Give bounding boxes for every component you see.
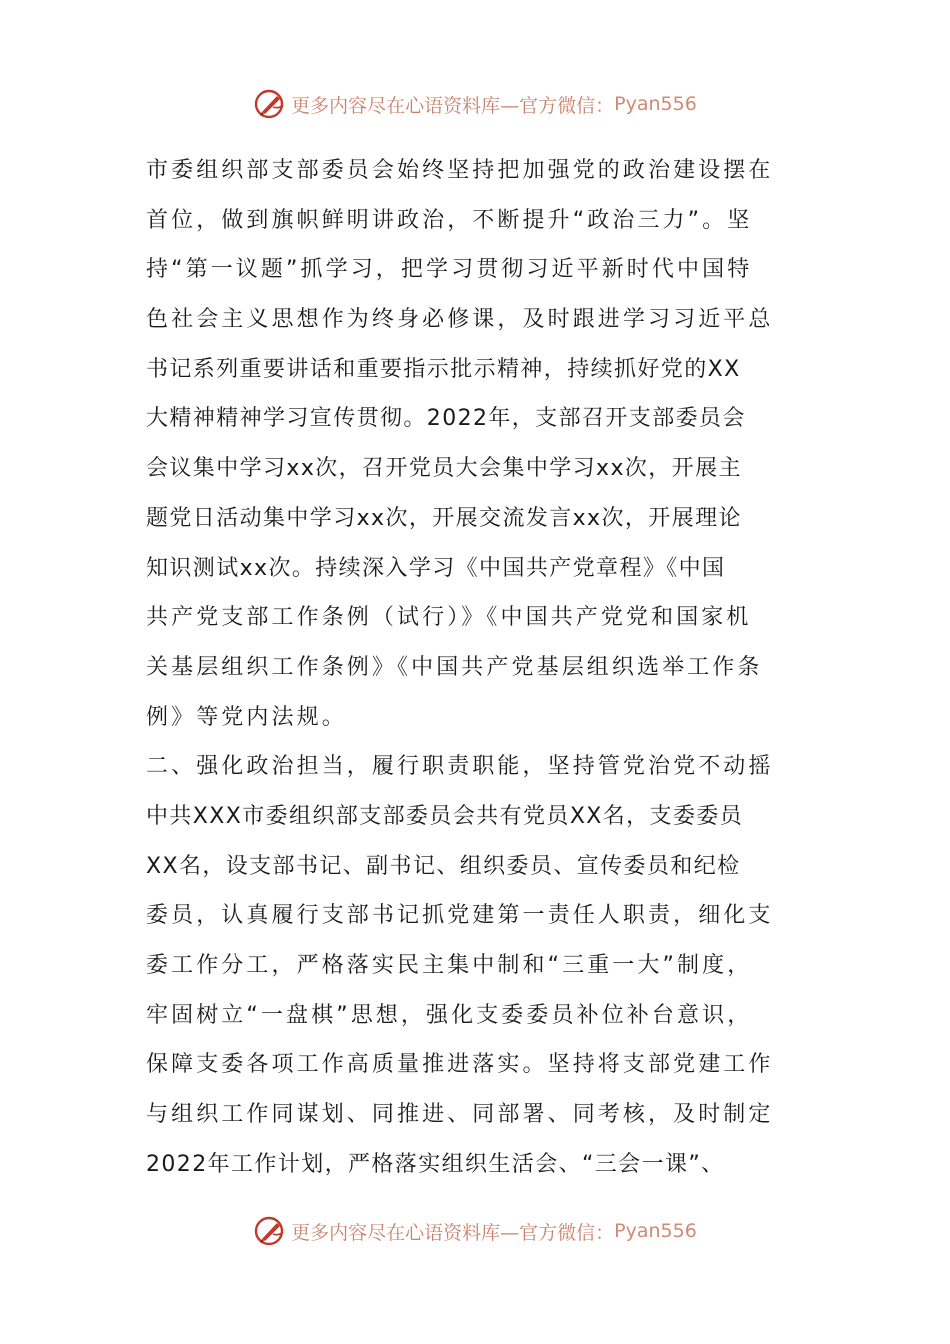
pen-logo-icon	[253, 87, 287, 121]
text-line: 知识测试xx次。持续深入学习《中国共产党章程》《中国	[146, 555, 726, 581]
pen-logo-icon	[253, 1214, 287, 1248]
text-line: 题党日活动集中学习xx次，开展交流发言xx次，开展理论	[146, 505, 742, 531]
text-line: 牢固树立“一盘棋”思想，强化支委委员补位补台意识，	[146, 1002, 753, 1028]
text-line: 首位，做到旗帜鲜明讲政治，不断提升“政治三力”。坚	[146, 207, 753, 233]
document-body	[146, 146, 806, 1189]
text-line: 与组织工作同谋划、同推进、同部署、同考核，及时制定	[146, 1102, 774, 1128]
text-line: XX名，设支部书记、副书记、组织委员、宣传委员和纪检	[146, 853, 741, 879]
watermark-wechat-id: Pyan556	[614, 1220, 697, 1242]
text-line: 例》等党内法规。	[146, 704, 347, 730]
text-line: 书记系列重要讲话和重要指示批示精神，持续抓好党的XX	[146, 356, 741, 382]
watermark-text: 更多内容尽在心语资料库—官方微信：	[291, 94, 615, 117]
text-line: 大精神精神学习宣传贯彻。2022年，支部召开支部委员会	[146, 406, 746, 432]
text-line: 共产党支部工作条例（试行）》《中国共产党党和国家机	[146, 605, 752, 631]
section-heading: 二、强化政治担当，履行职责职能，坚持管党治党不动摇	[146, 754, 774, 780]
text-line: 市委组织部支部委员会始终坚持把加强党的政治建设摆在	[146, 158, 774, 183]
watermark-wechat-id: Pyan556	[614, 93, 697, 115]
text-line: 会议集中学习xx次，召开党员大会集中学习xx次，开展主	[146, 456, 742, 482]
header-watermark	[0, 84, 950, 124]
text-line: 委员，认真履行支部书记抓党建第一责任人职责，细化支	[146, 903, 774, 929]
text-line: 色社会主义思想作为终身必修课，及时跟进学习习近平总	[146, 307, 774, 333]
text-line: 关基层组织工作条例》《中国共产党基层组织选举工作条	[146, 654, 763, 680]
footer-watermark	[0, 1211, 950, 1251]
text-line: 保障支委各项工作高质量推进落实。坚持将支部党建工作	[146, 1052, 774, 1078]
text-line: 2022年工作计划，严格落实组织生活会、“三会一课”、	[146, 1151, 725, 1177]
text-line: 持“第一议题”抓学习，把学习贯彻习近平新时代中国特	[146, 257, 753, 283]
watermark-text: 更多内容尽在心语资料库—官方微信：	[291, 1221, 615, 1244]
text-line: 委工作分工，严格落实民主集中制和“三重一大”制度，	[146, 953, 753, 978]
text-line: 中共XXX市委组织部支部委员会共有党员XX名，支委委员	[146, 803, 744, 829]
